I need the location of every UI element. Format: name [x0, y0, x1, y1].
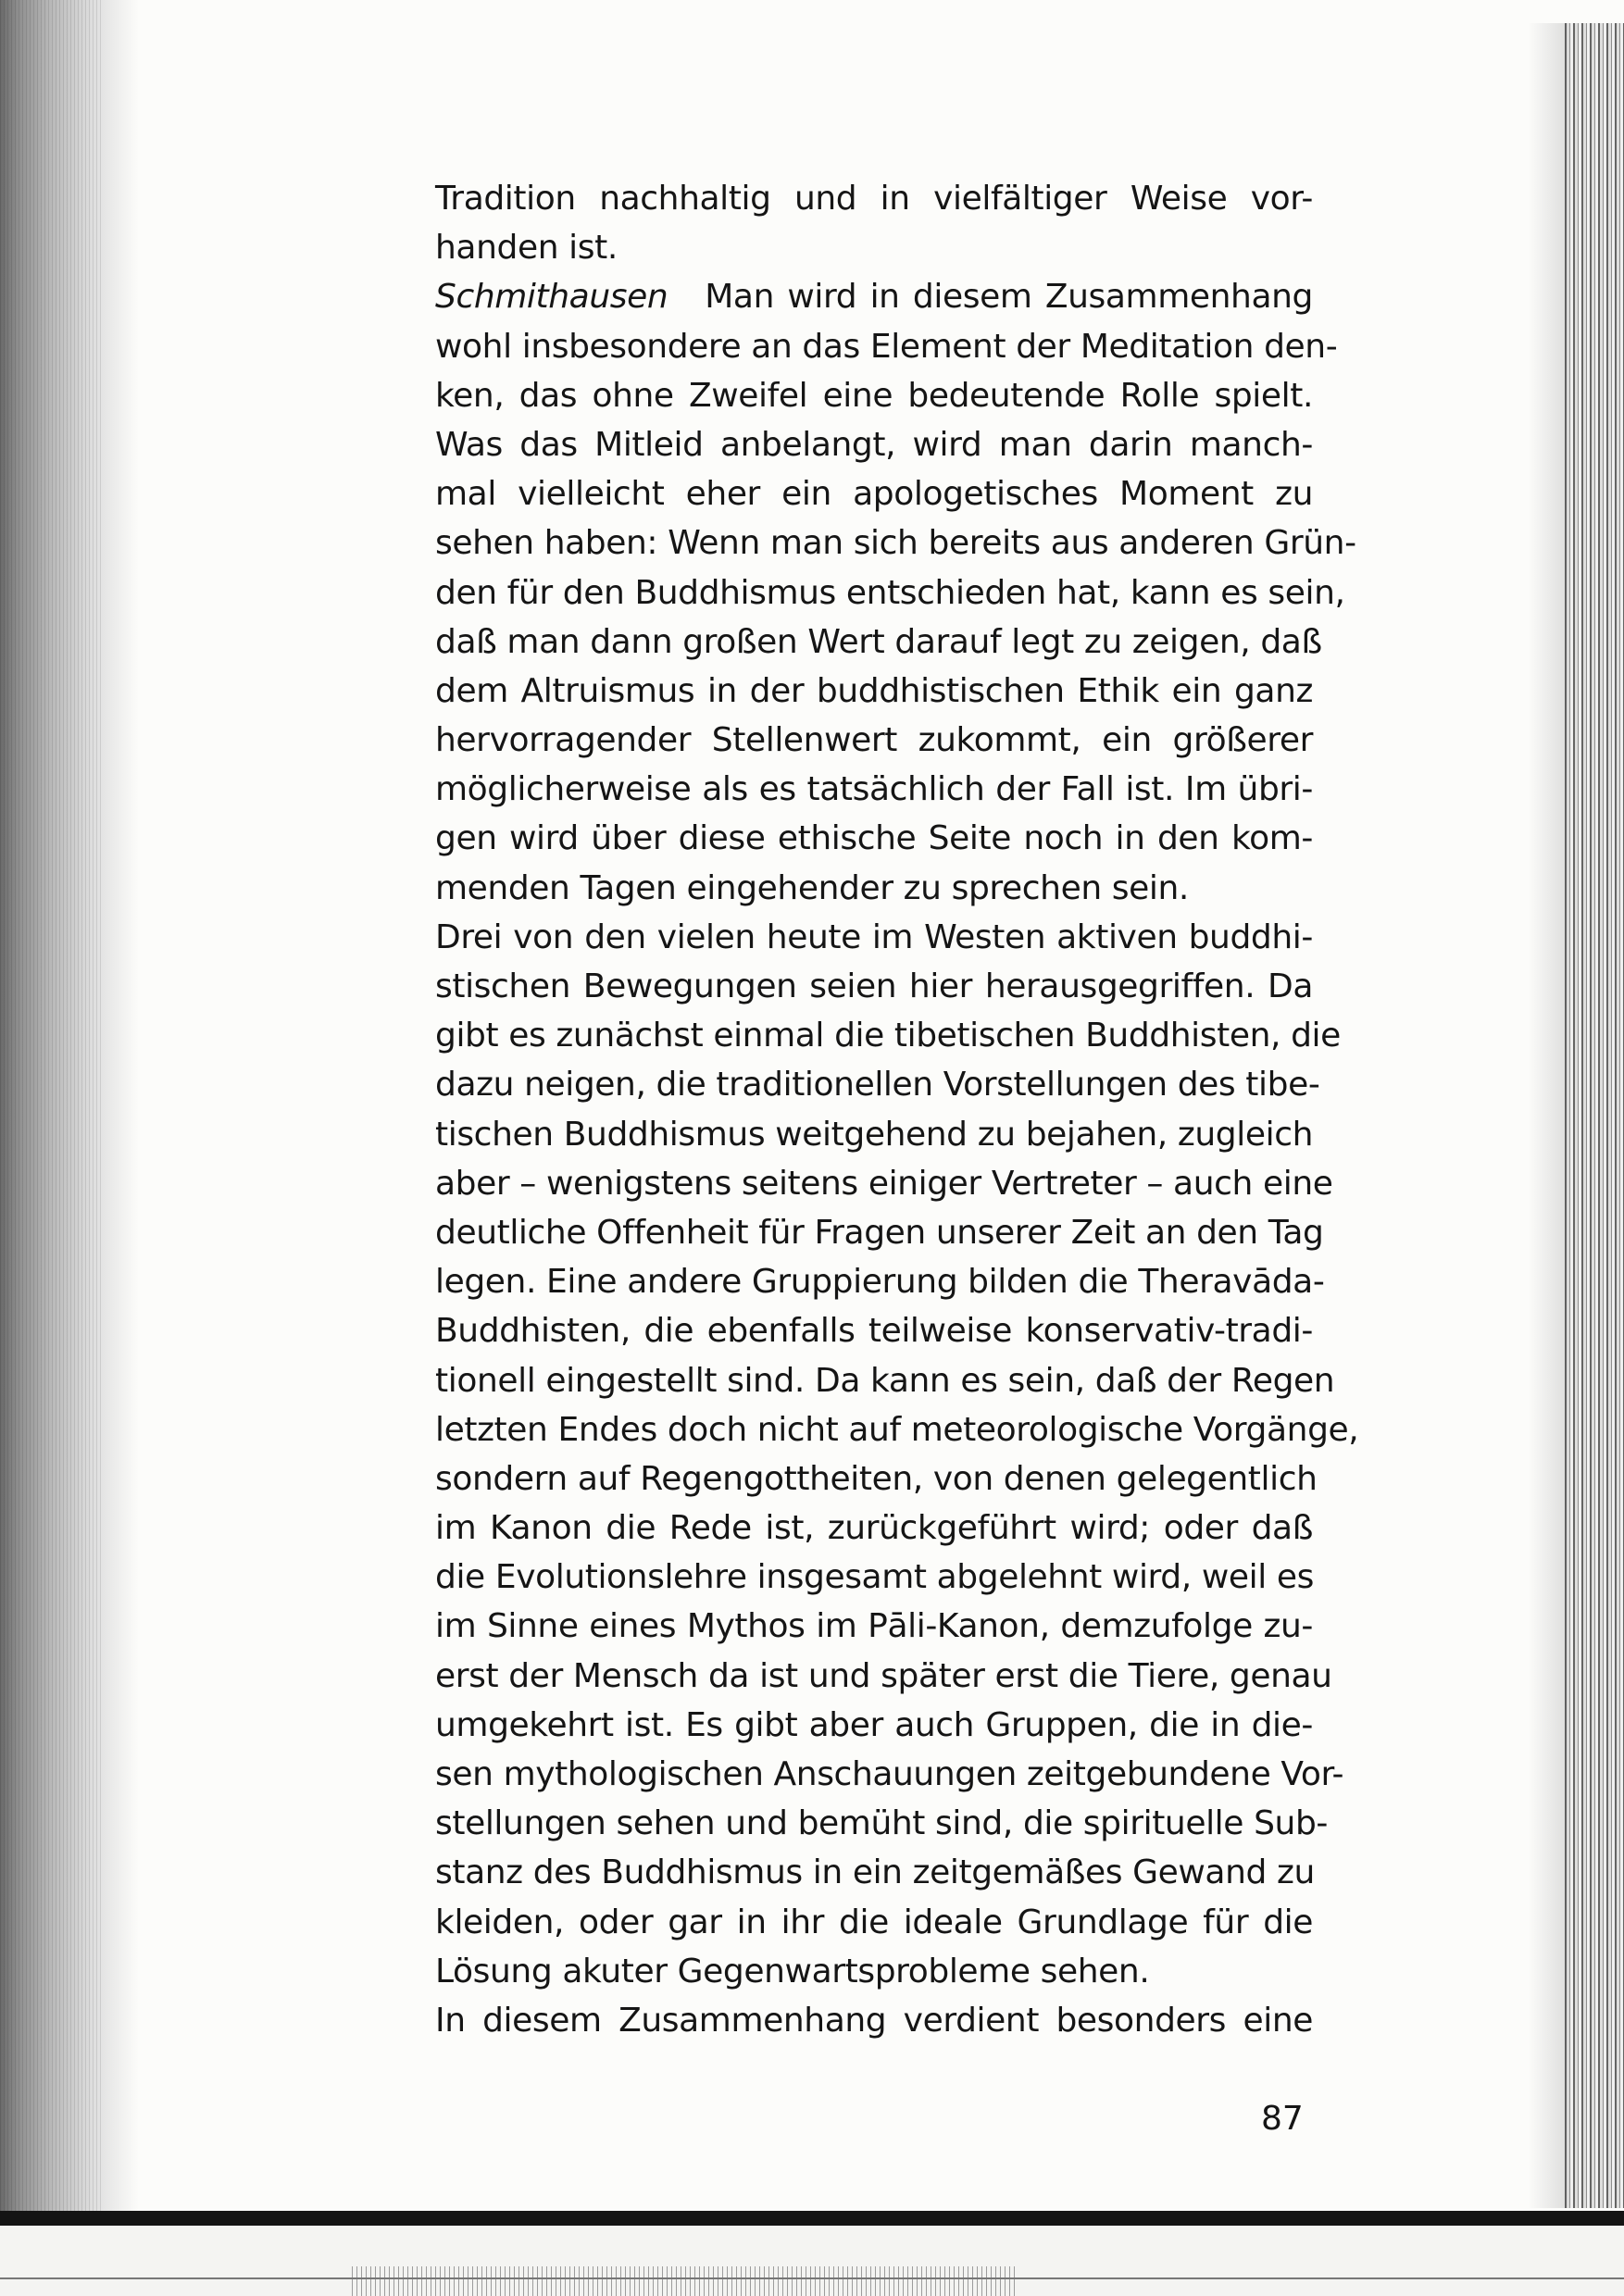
text-line: umgekehrt ist. Es gibt aber auch Gruppen, die in die-	[435, 1705, 1313, 1744]
text-line: Tradition nachhaltig und in vielfältiger Weise vor-	[435, 180, 1313, 218]
text-line: mal vielleicht eher ein apologetisches Moment zu	[435, 475, 1313, 514]
speaker-name: Schmithausen	[435, 278, 668, 317]
text-line: deutliche Offenheit für Fragen unserer Zeit an den Tag	[435, 1213, 1324, 1252]
text-line: gen wird über diese ethische Seite noch in den kom-	[435, 819, 1313, 858]
text-line: die Evolutionslehre insgesamt abgelehnt wird, weil es	[435, 1558, 1314, 1597]
text-line: erst der Mensch da ist und später erst die Tiere, genau	[435, 1656, 1332, 1695]
text-line: kleiden, oder gar in ihr die ideale Grundlage für die	[435, 1903, 1313, 1941]
text-line: tischen Buddhismus weitgehend zu bejahen, zugleich	[435, 1115, 1313, 1154]
text-line: im Sinne eines Mythos im Pāli-Kanon, demzufolge zu-	[435, 1607, 1313, 1646]
text-line: legen. Eine andere Gruppierung bilden die Theravāda-	[435, 1263, 1325, 1302]
body-text	[435, 174, 1359, 2045]
text-line: Buddhisten, die ebenfalls teilweise konservativ-tradi-	[435, 1312, 1313, 1351]
text-line: wohl insbesondere an das Element der Meditation den-	[435, 327, 1338, 366]
binding-shadow	[0, 0, 139, 2222]
text-line: dem Altruismus in der buddhistischen Ethik ein ganz	[435, 671, 1313, 710]
text-line: Was das Mitleid anbelangt, wird man darin manch-	[435, 425, 1313, 464]
text-line: letzten Endes doch nicht auf meteorologische Vorgänge,	[435, 1410, 1359, 1449]
page-number: 87	[1261, 2100, 1304, 2138]
text-line: sehen haben: Wenn man sich bereits aus anderen Grün-	[435, 524, 1356, 563]
text-line: stellungen sehen und bemüht sind, die spirituelle Sub-	[435, 1804, 1328, 1843]
text-line: tionell eingestellt sind. Da kann es sein, daß der Regen	[435, 1361, 1335, 1400]
text-line: möglicherweise als es tatsächlich der Fall ist. Im übri-	[435, 770, 1313, 809]
text-line: im Kanon die Rede ist, zurückgeführt wird; oder daß	[435, 1509, 1313, 1548]
page-edge-fade	[1528, 23, 1568, 2208]
text-line: handen ist.	[435, 229, 618, 268]
text-line: menden Tagen eingehender zu sprechen sein.	[435, 868, 1189, 907]
text-line: aber – wenigstens seitens einiger Vertreter – auch eine	[435, 1164, 1333, 1203]
text-line: Drei von den vielen heute im Westen aktiven buddhi-	[435, 917, 1313, 956]
text-line: ken, das ohne Zweifel eine bedeutende Rolle spielt.	[435, 376, 1313, 415]
text-line: daß man dann großen Wert darauf legt zu zeigen, daß	[435, 622, 1322, 661]
text-line: In diesem Zusammenhang verdient besonders eine	[435, 2001, 1313, 2040]
text-line: Man wird in diesem Zusammenhang	[705, 278, 1313, 317]
scan-bottom-bar	[0, 2211, 1624, 2226]
text-line: sondern auf Regengottheiten, von denen gelegentlich	[435, 1459, 1318, 1498]
text-line: stischen Bewegungen seien hier herausgegriffen. Da	[435, 967, 1313, 1005]
scan-bottom-marks	[352, 2266, 1018, 2296]
scan-bottom-line	[0, 2277, 1624, 2279]
text-line: stanz des Buddhismus in ein zeitgemäßes Gewand zu	[435, 1853, 1315, 1892]
text-line: sen mythologischen Anschauungen zeitgebundene Vor-	[435, 1755, 1344, 1793]
text-line: gibt es zunächst einmal die tibetischen Buddhisten, die	[435, 1017, 1341, 1055]
text-line: Lösung akuter Gegenwartsprobleme sehen.	[435, 1952, 1150, 1990]
speaker-line	[435, 272, 1313, 321]
text-line: dazu neigen, die traditionellen Vorstellungen des tibe-	[435, 1066, 1320, 1104]
text-line: hervorragender Stellenwert zukommt, ein größerer	[435, 721, 1313, 760]
text-line: den für den Buddhismus entschieden hat, kann es sein,	[435, 573, 1345, 612]
page-edge-right	[1565, 23, 1624, 2208]
